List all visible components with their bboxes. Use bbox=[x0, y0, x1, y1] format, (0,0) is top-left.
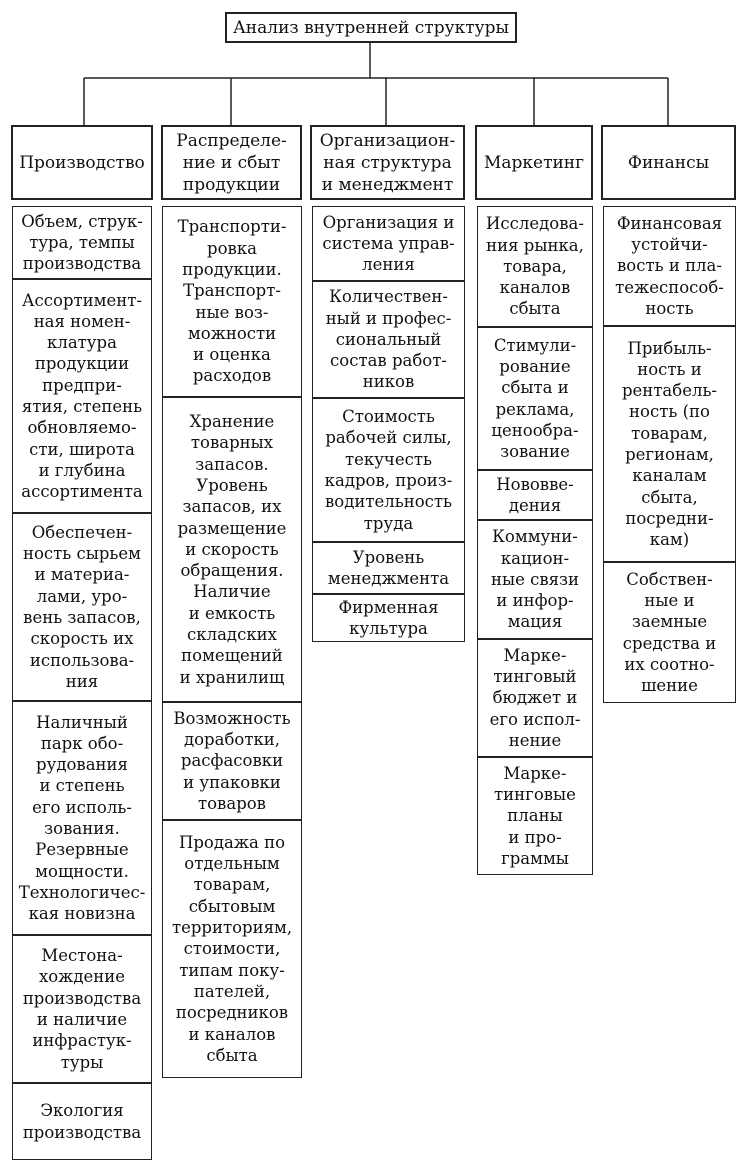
header-organization bbox=[310, 125, 465, 200]
header-distribution-text: Распределе- ние и сбыт продукции bbox=[176, 130, 287, 195]
distribution-item-text: Транспорти- ровка продукции. Транспорт- ные воз- можности и оценка расходов bbox=[177, 217, 287, 386]
marketing-item-text: Исследова- ния рынка, товара, каналов сбыта bbox=[486, 214, 584, 319]
finance-item-text: Собствен- ные и заемные средства и их соотно- шение bbox=[622, 569, 717, 696]
marketing-item-text: Марке- тинговые планы и про- граммы bbox=[494, 763, 576, 868]
organization-item bbox=[312, 206, 465, 281]
production-item-text: Обеспечен- ность сырьем и материа- лами, уро- вень запасов, скорость их использова- ния bbox=[22, 522, 142, 691]
finance-item bbox=[603, 326, 736, 562]
marketing-item bbox=[477, 470, 593, 520]
marketing-item-text: Коммуни- кацион- ные связи и инфор- мация bbox=[490, 527, 580, 632]
production-item bbox=[12, 701, 152, 935]
diagram-title bbox=[225, 12, 517, 43]
diagram-title-text: Анализ внутренней структуры bbox=[232, 17, 510, 38]
distribution-item-text: Хранение товарных запасов. Уровень запасов, их размещение и скорость обращения. Наличие и емкость складских помещений и хранилищ bbox=[177, 412, 287, 687]
organization-item-text: Организация и система управ- ления bbox=[322, 212, 455, 275]
header-marketing bbox=[475, 125, 593, 200]
organization-item-text: Уровень менеджмента bbox=[327, 547, 450, 588]
production-item-text: Экология производства bbox=[22, 1101, 142, 1142]
marketing-item bbox=[477, 520, 593, 639]
production-item-text: Наличный парк обо- рудования и степень его исполь- зования. Резервные мощности. Технологичес- кая новизна bbox=[18, 712, 146, 924]
header-finance bbox=[601, 125, 736, 200]
marketing-item-text: Нововве- дения bbox=[496, 474, 574, 515]
distribution-item bbox=[162, 397, 302, 702]
marketing-item-text: Стимули- рование сбыта и реклама, ценообра- зование bbox=[491, 335, 579, 462]
finance-item-text: Прибыль- ность и рентабель- ность (по товарам, регионам, каналам сбыта, посредни- кам) bbox=[621, 338, 718, 550]
finance-item-text: Финансовая устойчи- вость и пла- тежеспособ- ность bbox=[615, 213, 724, 318]
organization-item-text: Количествен- ный и профес- сиональный состав работ- ников bbox=[325, 287, 452, 392]
header-finance-text: Финансы bbox=[627, 152, 710, 173]
header-production-text: Производство bbox=[19, 152, 145, 173]
marketing-item bbox=[477, 327, 593, 470]
marketing-item bbox=[477, 639, 593, 757]
distribution-item-text: Продажа по отдельным товарам, сбытовым территориям, стоимости, типам поку- пателей, посредников и каналов сбыта bbox=[171, 832, 293, 1065]
marketing-item bbox=[477, 757, 593, 875]
organization-item bbox=[312, 281, 465, 398]
organization-item-text: Стоимость рабочей силы, текучесть кадров, произ- водительность труда bbox=[324, 407, 453, 533]
production-item bbox=[12, 1083, 152, 1160]
organization-item bbox=[312, 398, 465, 542]
production-item-text: Объем, струк- тура, темпы производства bbox=[21, 211, 143, 274]
finance-item bbox=[603, 562, 736, 703]
distribution-item bbox=[162, 702, 302, 820]
finance-item bbox=[603, 206, 736, 326]
production-item bbox=[12, 513, 152, 701]
distribution-item bbox=[162, 820, 302, 1078]
header-organization-text: Организацион- ная структура и менеджмент bbox=[319, 130, 456, 195]
header-production bbox=[11, 125, 153, 200]
organization-item bbox=[312, 594, 465, 642]
production-item bbox=[12, 206, 152, 279]
header-distribution bbox=[161, 125, 302, 200]
production-item-text: Ассортимент- ная номен- клатура продукции предпри- ятия, степень обновляемо- сти, широта и глубина ассортимента bbox=[21, 290, 143, 502]
marketing-item-text: Марке- тинговый бюджет и его испол- нение bbox=[489, 645, 581, 750]
production-item bbox=[12, 279, 152, 513]
production-item bbox=[12, 935, 152, 1083]
header-marketing-text: Маркетинг bbox=[483, 152, 585, 173]
distribution-item bbox=[162, 206, 302, 397]
organization-item bbox=[312, 542, 465, 594]
distribution-item-text: Возможность доработки, расфасовки и упаковки товаров bbox=[173, 708, 291, 813]
organization-item-text: Фирменная культура bbox=[338, 597, 439, 638]
production-item-text: Местона- хождение производства и наличие инфрастук- туры bbox=[22, 946, 142, 1072]
marketing-item bbox=[477, 206, 593, 327]
